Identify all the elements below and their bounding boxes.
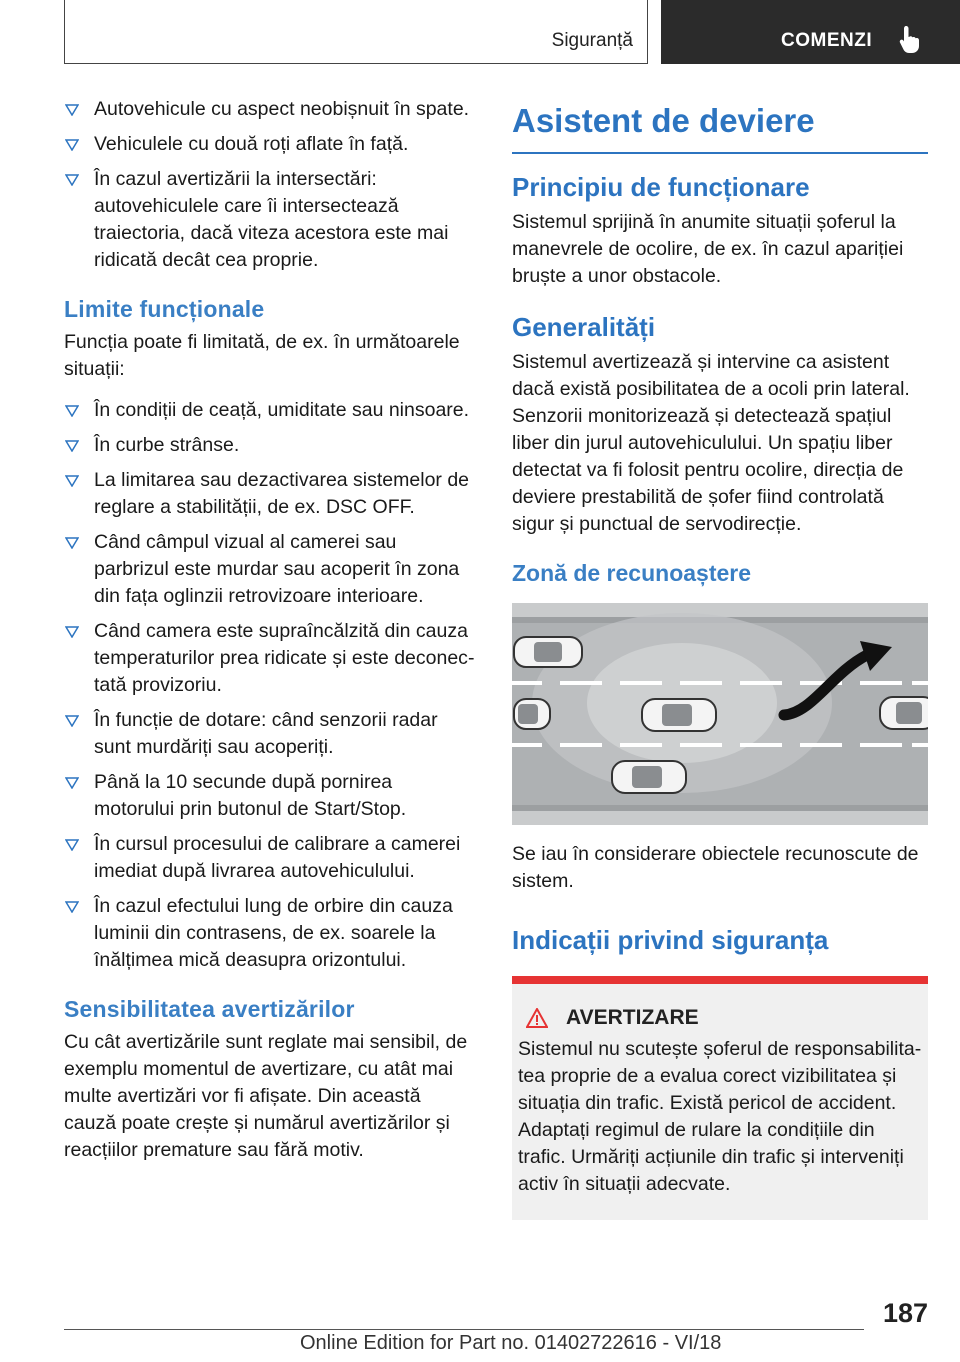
limits-intro: Funcția poate fi limitată, de ex. în următoarele situații: xyxy=(64,331,460,380)
sensitivity-heading: Sensibilitatea avertizărilor xyxy=(64,996,355,1022)
right-column xyxy=(512,96,928,1220)
section-tab[interactable] xyxy=(64,0,648,64)
limits-heading: Limite funcționale xyxy=(64,296,265,322)
top-bullet-list xyxy=(64,96,476,274)
chapter-tab[interactable] xyxy=(661,0,960,64)
warning-bar xyxy=(512,976,928,984)
general-text: Sistemul avertizează și intervine ca asistent dacă există posibilitatea de a ocoli prin lateral. Senzorii monitorizează și detectează spațiul liber din jurul autovehiculului. Un spațiu liber detectat va fi folosit pentru ocolire, direcția de deviere prestabilită de șofer fiind controlată sigur și punctual de servodirecție. xyxy=(512,351,910,535)
limits-bullet-list xyxy=(64,397,476,974)
triangle-bullet-icon xyxy=(65,626,79,638)
car-icon xyxy=(642,699,716,731)
list-item: În cazul avertizării la intersectări: autovehiculele care îi intersectează traiectoria, dacă viteza acestora este mai ridicată decât cea proprie. xyxy=(64,166,476,274)
list-item: Când camera este supraîncălzită din cauza temperaturilor prea ridicate și este deconectată provizoriu. xyxy=(64,618,476,699)
page-title: Asistent de deviere xyxy=(512,102,815,139)
list-item: Autovehicule cu aspect neobișnuit în spate. xyxy=(64,96,476,123)
list-item: La limitarea sau dezactivarea sistemelor de reglare a stabilității, de ex. DSC OFF. xyxy=(64,467,476,521)
left-column xyxy=(64,96,476,1164)
triangle-bullet-icon xyxy=(65,139,79,151)
zone-heading: Zonă de recunoaștere xyxy=(512,560,752,586)
car-icon xyxy=(612,761,686,793)
footer-divider xyxy=(64,1329,864,1330)
section-label: Siguranță xyxy=(551,30,633,51)
warning-title: AVERTIZARE xyxy=(566,1006,699,1029)
triangle-bullet-icon xyxy=(65,901,79,913)
triangle-bullet-icon xyxy=(65,537,79,549)
triangle-bullet-icon xyxy=(65,475,79,487)
triangle-bullet-icon xyxy=(65,440,79,452)
triangle-bullet-icon xyxy=(65,405,79,417)
page-number: 187 xyxy=(882,1298,928,1328)
list-item: Când câmpul vizual al camerei sau parbrizul este murdar sau acoperit în zona din fața oglinzii retrovizoare interioare. xyxy=(64,529,476,610)
list-item: Până la 10 secunde după pornirea motorului prin butonul de Start/Stop. xyxy=(64,769,476,823)
safety-heading: Indicații privind siguranța xyxy=(512,925,829,955)
triangle-bullet-icon xyxy=(65,839,79,851)
car-icon xyxy=(880,697,928,729)
triangle-bullet-icon xyxy=(65,104,79,116)
list-item: În cursul procesului de calibrare a camerei imediat după livrarea autovehiculului. xyxy=(64,831,476,885)
triangle-bullet-icon xyxy=(65,715,79,727)
list-item: În funcție de dotare: când senzorii radar sunt murdăriți sau acoperiți. xyxy=(64,707,476,761)
edition-note: Online Edition for Part no. 01402722616 - VI/18 xyxy=(300,1332,722,1354)
list-item: În curbe strânse. xyxy=(64,432,476,459)
principle-heading: Principiu de funcționare xyxy=(512,172,810,202)
illustration-caption: Se iau în considerare obiectele recunoscute de sistem. xyxy=(512,843,919,892)
principle-text: Sistemul sprijină în anumite situații șoferul la manevrele de ocolire, de ex. în cazul apariției bruște a unor obstacole. xyxy=(512,211,904,287)
list-item: Vehiculele cu două roți aflate în față. xyxy=(64,131,476,158)
recognition-zone-illustration xyxy=(512,603,928,825)
car-icon xyxy=(514,637,582,667)
chapter-label: COMENZI xyxy=(781,30,873,51)
warning-header xyxy=(518,1006,922,1030)
general-heading: Generalități xyxy=(512,312,656,342)
title-divider xyxy=(512,152,928,154)
list-item: În cazul efectului lung de orbire din cauza luminii din contrasens, de ex. soarele la înălțimea mică deasupra orizontului. xyxy=(64,893,476,974)
triangle-bullet-icon xyxy=(65,777,79,789)
warning-triangle-icon xyxy=(526,1008,548,1028)
page-header xyxy=(0,0,960,66)
list-item: În condiții de ceață, umiditate sau ninsoare. xyxy=(64,397,476,424)
car-icon xyxy=(514,699,550,729)
triangle-bullet-icon xyxy=(65,174,79,186)
warning-box xyxy=(512,984,928,1220)
sensitivity-text: Cu cât avertizările sunt reglate mai sensibil, de exemplu momentul de avertizare, cu atât mai multe avertizări vor fi afișate. Din această cauză poate crește și numărul avertizărilor și reacțiilor premature sau fără motiv. xyxy=(64,1031,468,1161)
pointing-hand-icon xyxy=(897,24,923,54)
warning-text: Sistemul nu scutește șoferul de responsabilitatea proprie de a evalua corect vizibilitatea și situația din trafic. Există pericol de accident. Adaptați regimul de rulare la condițiile din trafic. Urmăriți acțiunile din trafic și interveniți activ în situații adecvate. xyxy=(518,1038,922,1195)
